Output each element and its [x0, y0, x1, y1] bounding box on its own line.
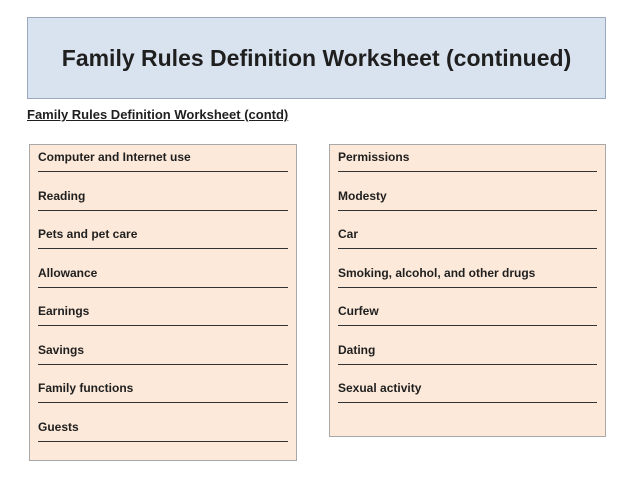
fill-in-line[interactable]: [338, 210, 597, 211]
rule-item: [338, 227, 597, 266]
rule-label: Pets and pet care: [38, 227, 138, 241]
fill-in-line[interactable]: [38, 325, 288, 326]
rule-item: [38, 381, 288, 420]
rule-label: Allowance: [38, 265, 98, 280]
rule-label: Curfew: [338, 304, 379, 318]
fill-in-line[interactable]: [38, 287, 288, 288]
rule-item: [38, 420, 288, 459]
rule-label: Dating: [338, 342, 376, 357]
rule-item: [338, 343, 597, 382]
rule-item: [38, 227, 288, 266]
rule-label: Smoking, alcohol, and other drugs: [338, 265, 536, 280]
rule-item: [38, 189, 288, 228]
fill-in-line[interactable]: [38, 402, 288, 403]
rule-item: [338, 266, 597, 305]
fill-in-line[interactable]: [338, 248, 597, 249]
right-rules-panel: [329, 144, 606, 437]
fill-in-line[interactable]: [38, 171, 288, 172]
rule-item: [338, 150, 597, 189]
worksheet-subtitle: Family Rules Definition Worksheet (contd): [27, 107, 289, 122]
rule-label: Family functions: [38, 381, 134, 395]
fill-in-line[interactable]: [338, 287, 597, 288]
rule-item: [38, 343, 288, 382]
rule-item: [38, 266, 288, 305]
fill-in-line[interactable]: [338, 171, 597, 172]
rule-label: Modesty: [338, 188, 387, 203]
rule-item: [338, 304, 597, 343]
rule-item: [38, 150, 288, 189]
rule-label: Sexual activity: [338, 381, 422, 395]
rule-label: Savings: [38, 342, 85, 357]
left-rules-panel: [29, 144, 297, 461]
fill-in-line[interactable]: [338, 325, 597, 326]
rule-item: [338, 381, 597, 420]
fill-in-line[interactable]: [338, 364, 597, 365]
page-title: Family Rules Definition Worksheet (continued): [61, 44, 572, 71]
fill-in-line[interactable]: [38, 441, 288, 442]
fill-in-line[interactable]: [38, 248, 288, 249]
rule-label: Guests: [38, 419, 79, 434]
rule-item: [338, 189, 597, 228]
fill-in-line[interactable]: [38, 364, 288, 365]
fill-in-line[interactable]: [338, 402, 597, 403]
fill-in-line[interactable]: [38, 210, 288, 211]
rule-item: [38, 304, 288, 343]
rule-label: Reading: [38, 188, 86, 203]
rule-label: Earnings: [38, 304, 90, 318]
rule-label: Car: [338, 227, 359, 241]
title-banner: [27, 17, 606, 99]
rule-label: Computer and Internet use: [38, 150, 191, 164]
rule-label: Permissions: [338, 150, 410, 164]
